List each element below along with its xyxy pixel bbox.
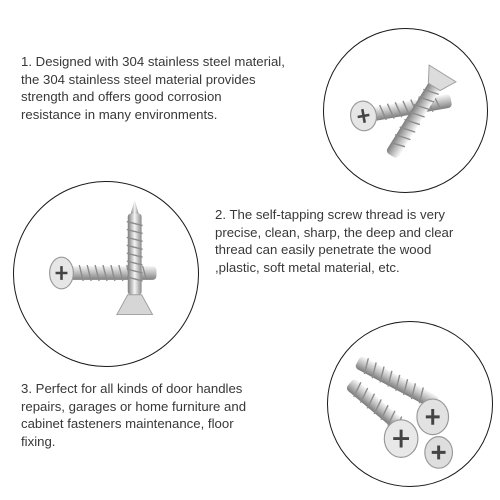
feature-2-line-2: precise, clean, sharp, the deep and clear <box>215 224 454 240</box>
feature-1-line-2: the 304 stainless steel material provides <box>21 71 256 87</box>
feature-2-text <box>215 206 495 276</box>
feature-3-number: 3. <box>21 381 32 396</box>
screws-photo-2 <box>13 181 199 367</box>
feature-2-number: 2. <box>215 207 226 222</box>
feature-1-number: 1. <box>21 54 32 69</box>
feature-3-text <box>21 380 311 450</box>
screw-icon <box>328 322 492 486</box>
feature-1-line-4: resistance in many environments. <box>21 106 218 122</box>
feature-3-line-3: cabinet fasteners maintenance, floor <box>21 416 234 431</box>
feature-2-line-1 <box>215 206 495 224</box>
feature-3-line-2: repairs, garages or home furniture and <box>21 398 247 414</box>
feature-3-line-1 <box>21 380 311 398</box>
feature-2-line-3: thread can easily penetrate the wood <box>215 242 432 257</box>
feature-1-line-3: strength and offers good corrosion <box>21 89 222 104</box>
screws-photo-3 <box>327 321 493 487</box>
feature-1-line-1-text: Designed with 304 stainless steel material, <box>35 54 285 69</box>
screw-icon <box>14 182 198 366</box>
feature-3-line-1-text: Perfect for all kinds of door handles <box>35 381 243 396</box>
screw-icon <box>324 29 487 192</box>
feature-2-line-4: ,plastic, soft metal material, etc. <box>215 259 400 275</box>
feature-2-line-1-text: The self-tapping screw thread is very <box>229 207 445 222</box>
feature-1-line-1 <box>21 53 311 71</box>
screws-photo-1 <box>323 28 488 193</box>
feature-1-text <box>21 53 311 123</box>
feature-3-line-4: fixing. <box>21 433 56 449</box>
